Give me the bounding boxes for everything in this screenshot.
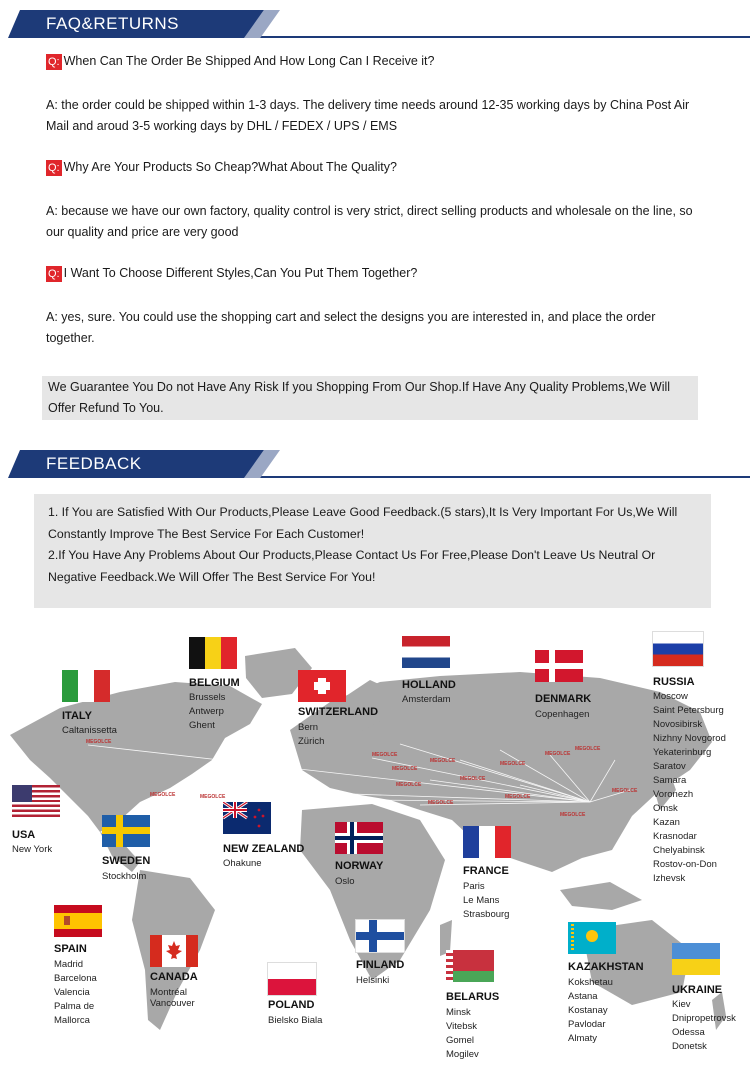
world-map	[0, 620, 750, 1077]
brand-mark: MEGOLCE	[612, 788, 638, 794]
cities-poland: Bielsko Biala	[268, 1015, 323, 1026]
faq-answer-1: A: the order could be shipped within 1-3 days. The delivery time needs around 12-35 working days by China Post Air Mail and aroud 3-5 working days by DHL / FEDEX / UPS / EMS	[46, 98, 690, 133]
flag-france-icon	[463, 826, 511, 858]
flag-kazakhstan-icon	[568, 922, 616, 954]
cities-russia: Moscow Saint Petersburg Novosibirsk Nizhny Novgorod Yekaterinburg Saratov Samara Voronezh Omsk Kazan Krasnodar Chelyabinsk Rostov-on-Don Izhevsk	[653, 691, 726, 884]
country-norway: NORWAY	[335, 860, 384, 872]
flag-spain-icon	[54, 905, 102, 937]
cities-italy: Caltanissetta	[62, 725, 117, 736]
country-usa: USA	[12, 829, 36, 841]
flag-belarus-icon	[446, 950, 494, 982]
faq-question-3	[46, 266, 417, 282]
flag-canada-icon	[150, 935, 198, 967]
brand-mark: MEGOLCE	[430, 758, 456, 764]
flag-new-zealand-icon	[223, 802, 271, 834]
cities-new-zealand: Ohakune	[223, 858, 262, 869]
brand-mark: MEGOLCE	[575, 746, 601, 752]
feedback-banner	[8, 450, 750, 478]
q-badge: Q:	[48, 268, 60, 280]
q-badge: Q:	[48, 56, 60, 68]
brand-mark: MEGOLCE	[505, 794, 531, 800]
question-text: I Want To Choose Different Styles,Can You Put Them Together?	[63, 266, 418, 280]
country-belgium: BELGIUM	[189, 677, 240, 689]
brand-mark: MEGOLCE	[372, 752, 398, 758]
cities-ukraine: Kiev Dnipropetrovsk Odessa Donetsk	[672, 999, 736, 1052]
faq-answer-2: A: because we have our own factory, quality control is very strict, direct selling products and wholesale on the line, so our quality and price are very good	[46, 204, 693, 239]
country-holland: HOLLAND	[402, 679, 456, 691]
flag-italy-icon	[62, 670, 110, 702]
flag-denmark-icon	[535, 650, 583, 682]
flag-belgium-icon	[189, 637, 237, 669]
faq-question-2	[46, 160, 397, 176]
country-ukraine: UKRAINE	[672, 984, 723, 996]
flag-russia-icon	[653, 632, 703, 666]
question-text: When Can The Order Be Shipped And How Long Can I Receive it?	[63, 54, 435, 68]
brand-mark: MEGOLCE	[200, 794, 226, 800]
cities-usa: New York	[12, 844, 53, 855]
cities-sweden: Stockholm	[102, 871, 147, 882]
faq-answer-3: A: yes, sure. You could use the shopping cart and select the designs you are interested in, and place the order together.	[46, 310, 656, 345]
guarantee-box: We Guarantee You Do not Have Any Risk If you Shopping From Our Shop.If Have Any Quality Problems,We Will Offer Refund To You.	[42, 376, 698, 420]
brand-mark: MEGOLCE	[392, 766, 418, 772]
flag-finland-icon	[356, 920, 404, 952]
country-switzerland: SWITZERLAND	[298, 706, 379, 718]
country-new-zealand: NEW ZEALAND	[223, 843, 305, 855]
country-france: FRANCE	[463, 865, 509, 877]
flag-holland-icon	[402, 636, 450, 668]
country-spain: SPAIN	[54, 943, 87, 955]
cities-france: Paris Le Mans Strasbourg	[463, 881, 510, 920]
question-text: Why Are Your Products So Cheap?What About The Quality?	[63, 160, 397, 174]
cities-denmark: Copenhagen	[535, 709, 590, 720]
feedback-box: 1. If You are Satisfied With Our Products,Please Leave Good Feedback.(5 stars),It Is Very Important For Us,We Will Constantly Improve The Best Service For Each Customer! 2.If You Have Any Problems About Our Products,Please Contact Us For Free,Please Don't Leave Us Neutral Or Negative Feedback.We Will Offer The Best Service For You!	[34, 494, 711, 608]
brand-mark: MEGOLCE	[150, 792, 176, 798]
brand-mark: MEGOLCE	[396, 782, 422, 788]
cities-canada: Montréal Vancouver	[150, 987, 195, 1009]
brand-mark: MEGOLCE	[545, 751, 571, 757]
flag-norway-icon	[335, 822, 383, 854]
feedback-title: FEEDBACK	[46, 454, 142, 473]
country-sweden: SWEDEN	[102, 855, 151, 867]
flag-usa-icon	[12, 785, 60, 817]
cities-spain: Madrid Barcelona Valencia Palma de Mallorca	[54, 959, 97, 1026]
brand-mark: MEGOLCE	[560, 812, 586, 818]
brand-mark: MEGOLCE	[86, 739, 112, 745]
country-denmark: DENMARK	[535, 693, 592, 705]
cities-finland: Helsinki	[356, 975, 390, 986]
brand-mark: MEGOLCE	[500, 761, 526, 767]
cities-kazakhstan: Kokshetau Astana Kostanay Pavlodar Almaty	[568, 977, 613, 1044]
country-finland: FINLAND	[356, 959, 405, 971]
country-belarus: BELARUS	[446, 991, 500, 1003]
flag-switzerland-icon	[298, 670, 346, 702]
q-badge: Q:	[48, 162, 60, 174]
country-canada: CANADA	[150, 971, 198, 983]
brand-mark: MEGOLCE	[428, 800, 454, 806]
faq-title: FAQ&RETURNS	[46, 14, 180, 33]
faq-banner	[8, 10, 750, 38]
country-russia: RUSSIA	[653, 676, 695, 688]
country-kazakhstan: KAZAKHSTAN	[568, 961, 644, 973]
faq-question-1	[46, 54, 434, 70]
country-poland: POLAND	[268, 999, 315, 1011]
cities-belgium: Brussels Antwerp Ghent	[189, 692, 226, 731]
flag-sweden-icon	[102, 815, 150, 847]
cities-holland: Amsterdam	[402, 694, 451, 705]
country-italy: ITALY	[62, 710, 92, 722]
cities-norway: Oslo	[335, 876, 355, 887]
flag-poland-icon	[268, 963, 316, 995]
cities-switzerland: Bern Zürich	[298, 722, 325, 747]
brand-mark: MEGOLCE	[460, 776, 486, 782]
flag-ukraine-icon	[672, 943, 720, 975]
cities-belarus: Minsk Vitebsk Gomel Mogilev	[446, 1007, 479, 1060]
